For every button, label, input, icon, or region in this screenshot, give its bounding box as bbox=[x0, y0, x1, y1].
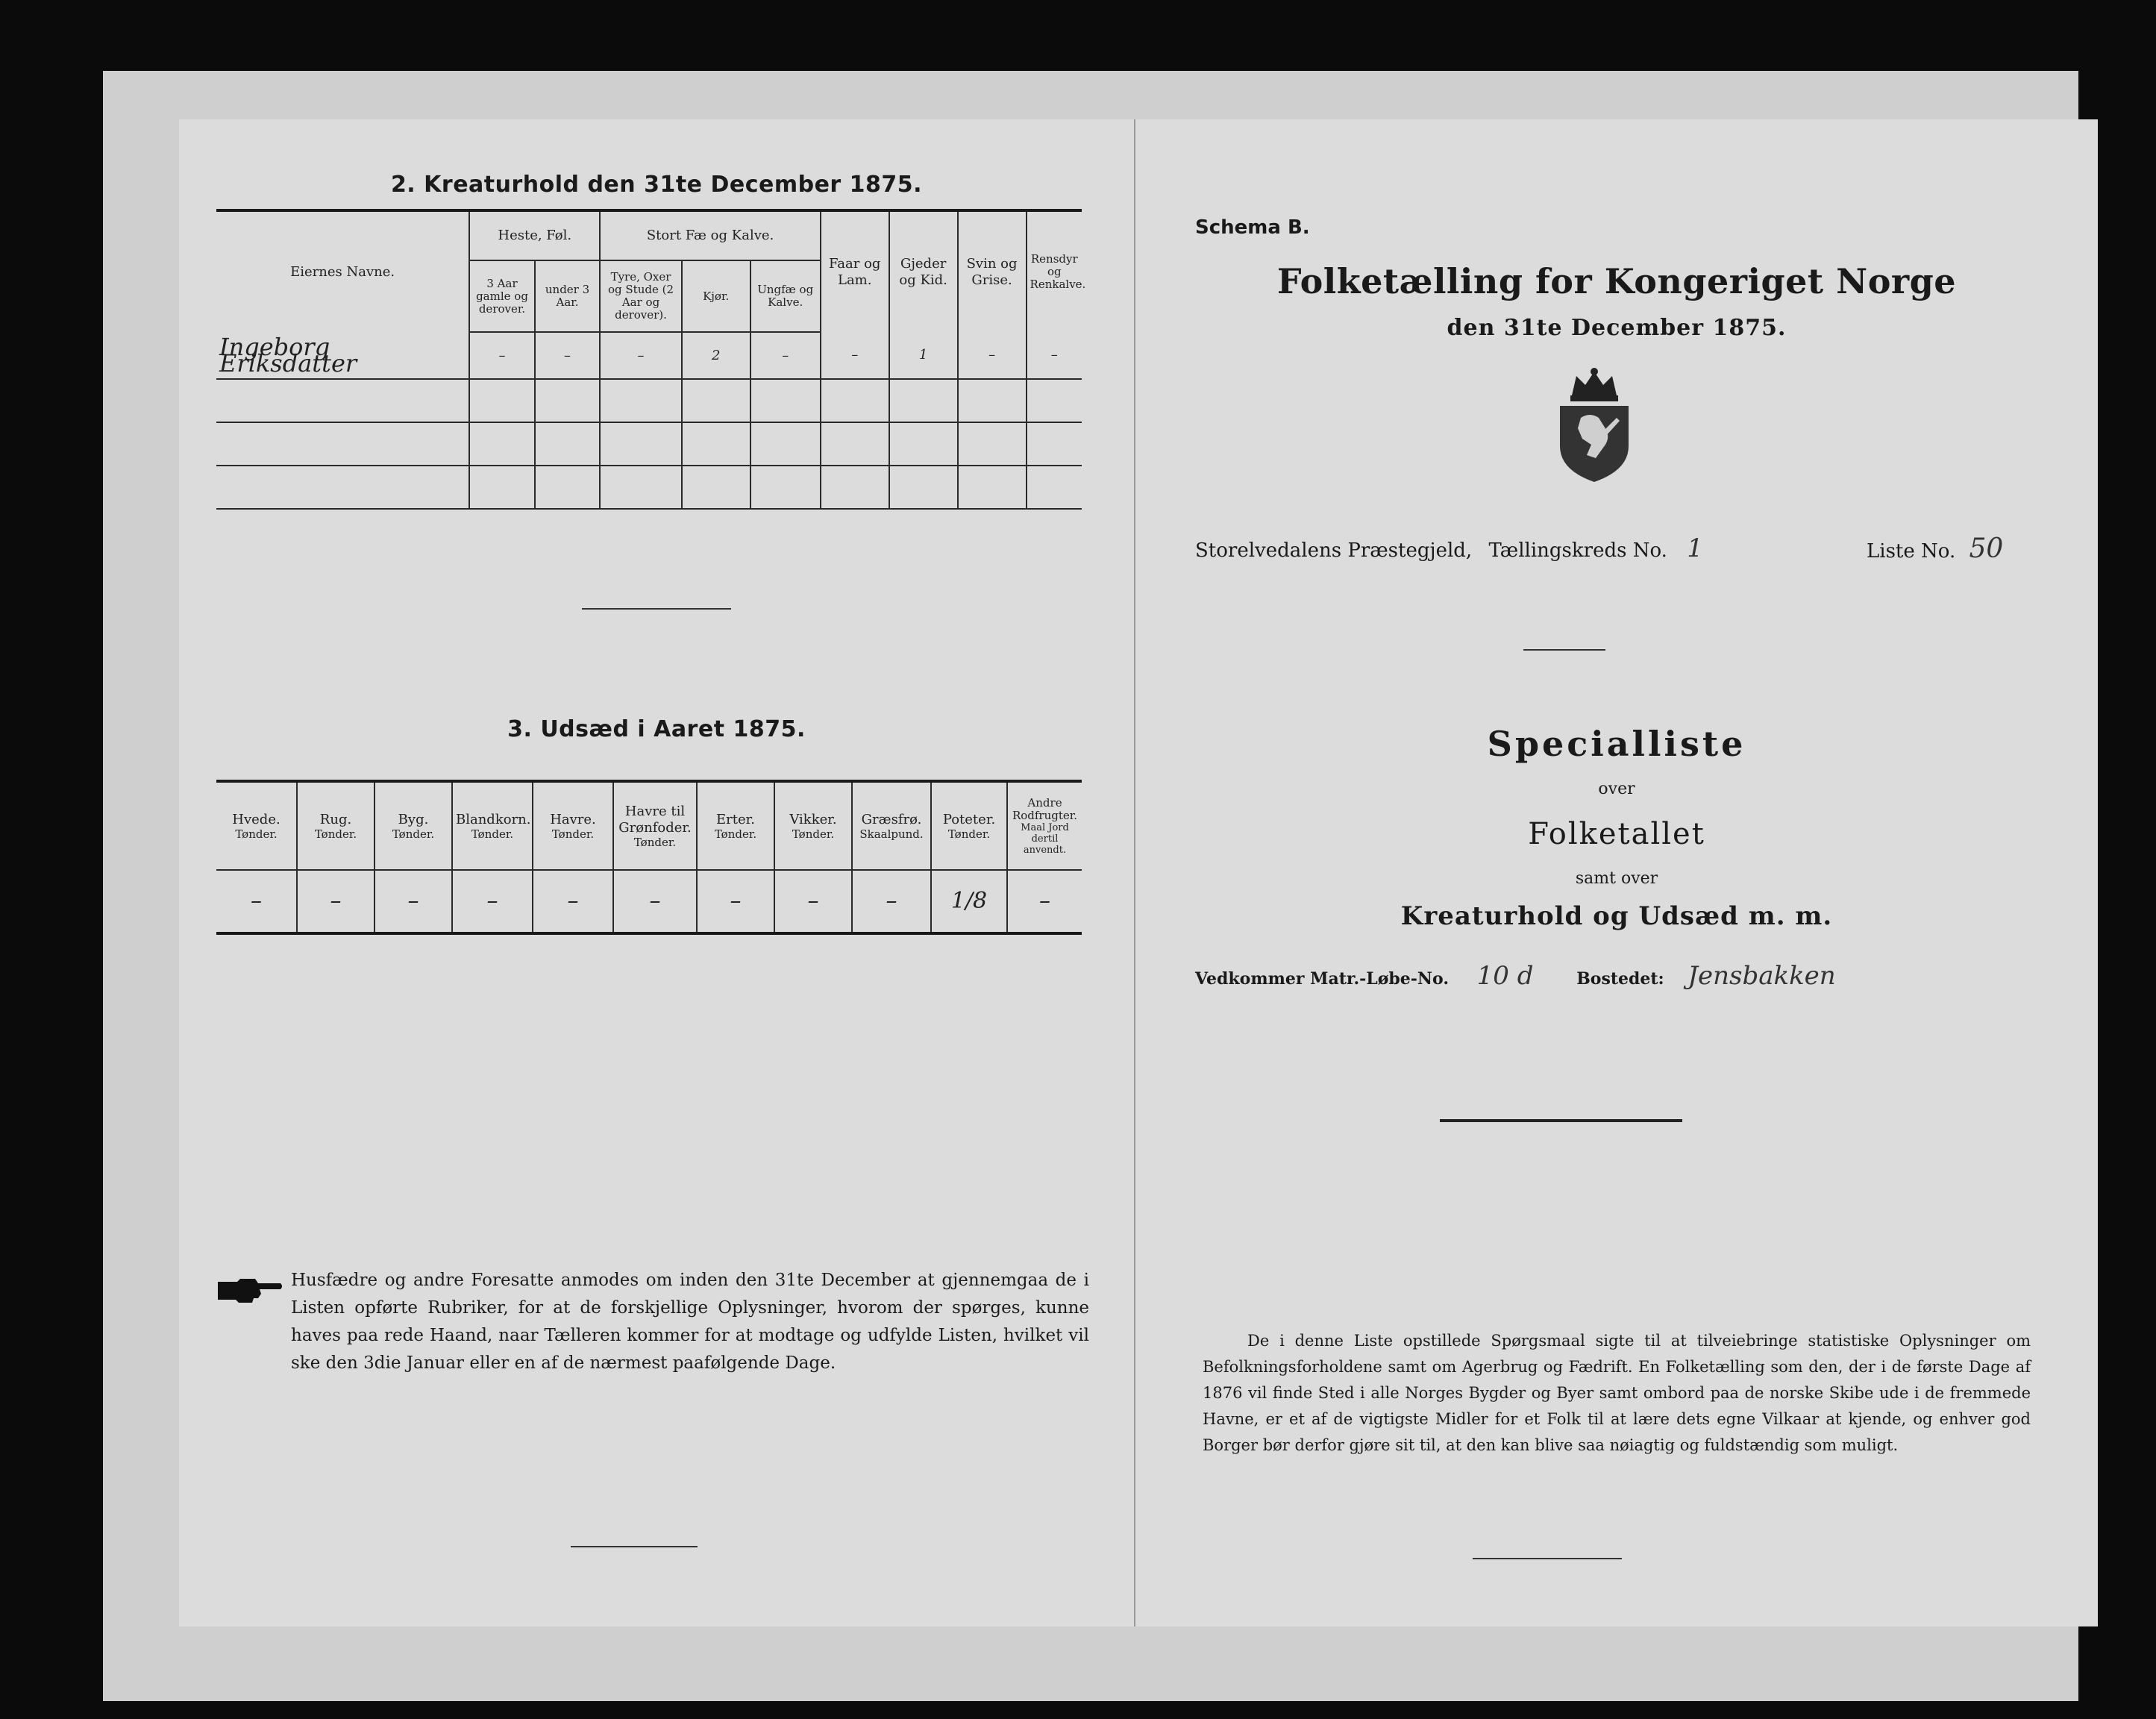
separator-bold-line bbox=[1440, 1119, 1682, 1122]
header-havre: Havre. Tønder. bbox=[533, 781, 613, 870]
header-blandkorn: Blandkorn. Tønder. bbox=[452, 781, 533, 870]
header-cattle-cows: Kjør. bbox=[682, 260, 750, 332]
table-cell: – bbox=[613, 870, 697, 933]
table-cell: 2 bbox=[682, 332, 750, 379]
table-cell: – bbox=[469, 332, 535, 379]
kreaturhold-heading: Kreaturhold og Udsæd m. m. bbox=[1400, 901, 1833, 931]
table-cell: – bbox=[535, 332, 601, 379]
livestock-table bbox=[216, 209, 1086, 510]
matr-line bbox=[1195, 961, 1836, 991]
seed-table bbox=[216, 780, 1082, 935]
header-graesfro: Græsfrø. Skaalpund. bbox=[852, 781, 931, 870]
notice-text: Husfædre og andre Foresatte anmodes om inden den 31te December at gjennemgaa de i Listen opførte Rubriker, for at de forskjellige Oplysninger, hvorom der spørges, kunne haves paa rede Haand, naar Tælleren kommer for at modtage og udfylde Listen, hvilket vil ske den 3die Januar eller en af de nærmest paafølgende Dage. bbox=[291, 1271, 1089, 1373]
specialliste-heading: Specialliste bbox=[1487, 724, 1746, 764]
header-sheep: Faar og Lam. bbox=[821, 210, 889, 332]
header-goats: Gjeder og Kid. bbox=[889, 210, 958, 332]
pointing-hand-icon bbox=[216, 1276, 283, 1306]
table-cell: – bbox=[216, 870, 297, 933]
header-poteter: Poteter. Tønder. bbox=[931, 781, 1007, 870]
census-date: den 31te December 1875. bbox=[1447, 315, 1787, 341]
header-horses: Heste, Føl. bbox=[469, 210, 600, 260]
right-page bbox=[1135, 119, 2098, 1626]
header-cattle-bulls: Tyre, Oxer og Stude (2 Aar og derover). bbox=[600, 260, 681, 332]
list-label: Liste No. bbox=[1867, 540, 1956, 563]
matr-label: Vedkommer Matr.-Løbe-No. bbox=[1195, 969, 1449, 989]
table-cell: – bbox=[297, 870, 375, 933]
district-label: Tællingskreds No. bbox=[1488, 539, 1667, 562]
schema-label: Schema B. bbox=[1195, 216, 1310, 239]
header-cattle: Stort Fæ og Kalve. bbox=[600, 210, 820, 260]
table-row bbox=[216, 379, 1082, 422]
header-vikker: Vikker. Tønder. bbox=[774, 781, 852, 870]
table-cell: 1 bbox=[889, 332, 958, 379]
header-rug: Rug. Tønder. bbox=[297, 781, 375, 870]
table-cell: – bbox=[1027, 332, 1082, 379]
header-horses-young: under 3 Aar. bbox=[535, 260, 601, 332]
table-cell: – bbox=[452, 870, 533, 933]
section-2-title: 2. Kreaturhold den 31te December 1875. bbox=[390, 172, 923, 198]
samt-over-text: samt over bbox=[1575, 869, 1658, 888]
header-andre-rodfrugter: Andre Rodfrugter. Maal Jord dertil anvendt. bbox=[1007, 781, 1082, 870]
table-cell: – bbox=[852, 870, 931, 933]
table-row bbox=[216, 466, 1082, 509]
district-value: 1 bbox=[1687, 533, 1703, 563]
header-reindeer: Rensdyr og Renkalve. bbox=[1027, 210, 1082, 332]
owner-name-cell: Ingeborg Eriksdatter bbox=[216, 332, 469, 379]
table-row bbox=[216, 422, 1082, 466]
intro-text: De i denne Liste opstillede Spørgsmaal sigte til at tilveiebringe statistiske Oplysninger om Befolkningsforholdene samt om Agerbrug og Fædrift. En Folketælling som den, der i de første Dage af 1876 vil finde Sted i alle Norges Bygder og Byer samt ombord paa de norske Skibe ude i de fremmede Havne, er et af de vigtigste Midler for et Folk til at lære dets egne Vilkaar at kjende, og enhver god Borger bør derfor gjøre sit til, at den kan blive saa nøiagtig og fuldstændig som muligt. bbox=[1203, 1332, 2031, 1454]
bosted-value: Jensbakken bbox=[1687, 961, 1836, 991]
table-cell: – bbox=[533, 870, 613, 933]
folketallet-heading: Folketallet bbox=[1528, 817, 1705, 851]
parish-name: Storelvedalens Præstegjeld, bbox=[1195, 539, 1473, 562]
separator-line bbox=[1523, 649, 1605, 651]
table-cell: – bbox=[774, 870, 852, 933]
table-cell: – bbox=[697, 870, 774, 933]
table-row bbox=[216, 332, 1082, 379]
separator-line bbox=[582, 608, 731, 610]
header-owner: Eiernes Navne. bbox=[216, 210, 469, 332]
over-text: over bbox=[1598, 780, 1635, 798]
table-cell: – bbox=[375, 870, 452, 933]
table-cell: – bbox=[750, 332, 821, 379]
norwegian-lion-coat-of-arms-icon bbox=[1549, 366, 1639, 485]
header-horses-old: 3 Aar gamle og derover. bbox=[469, 260, 535, 332]
parish-line bbox=[1195, 533, 1703, 563]
census-title: Folketælling for Kongeriget Norge bbox=[1276, 261, 1957, 301]
separator-line-bottom bbox=[571, 1546, 698, 1547]
header-cattle-young: Ungfæ og Kalve. bbox=[750, 260, 821, 332]
header-byg: Byg. Tønder. bbox=[375, 781, 452, 870]
table-cell: – bbox=[821, 332, 889, 379]
table-cell: – bbox=[1007, 870, 1082, 933]
header-erter: Erter. Tønder. bbox=[697, 781, 774, 870]
list-line bbox=[1867, 533, 2003, 564]
table-row bbox=[216, 870, 1082, 933]
separator-line-bottom bbox=[1473, 1558, 1622, 1559]
left-page bbox=[179, 119, 1135, 1626]
section-3-title: 3. Udsæd i Aaret 1875. bbox=[507, 716, 806, 742]
table-cell: – bbox=[600, 332, 681, 379]
bosted-label: Bostedet: bbox=[1576, 969, 1664, 989]
table-cell: 1/8 bbox=[931, 870, 1007, 933]
header-pigs: Svin og Grise. bbox=[958, 210, 1027, 332]
header-hvede: Hvede. Tønder. bbox=[216, 781, 297, 870]
matr-value: 10 d bbox=[1476, 961, 1534, 991]
list-value: 50 bbox=[1969, 533, 2004, 564]
table-cell: – bbox=[958, 332, 1027, 379]
header-havre-gronfoder: Havre til Grønfoder. Tønder. bbox=[613, 781, 697, 870]
